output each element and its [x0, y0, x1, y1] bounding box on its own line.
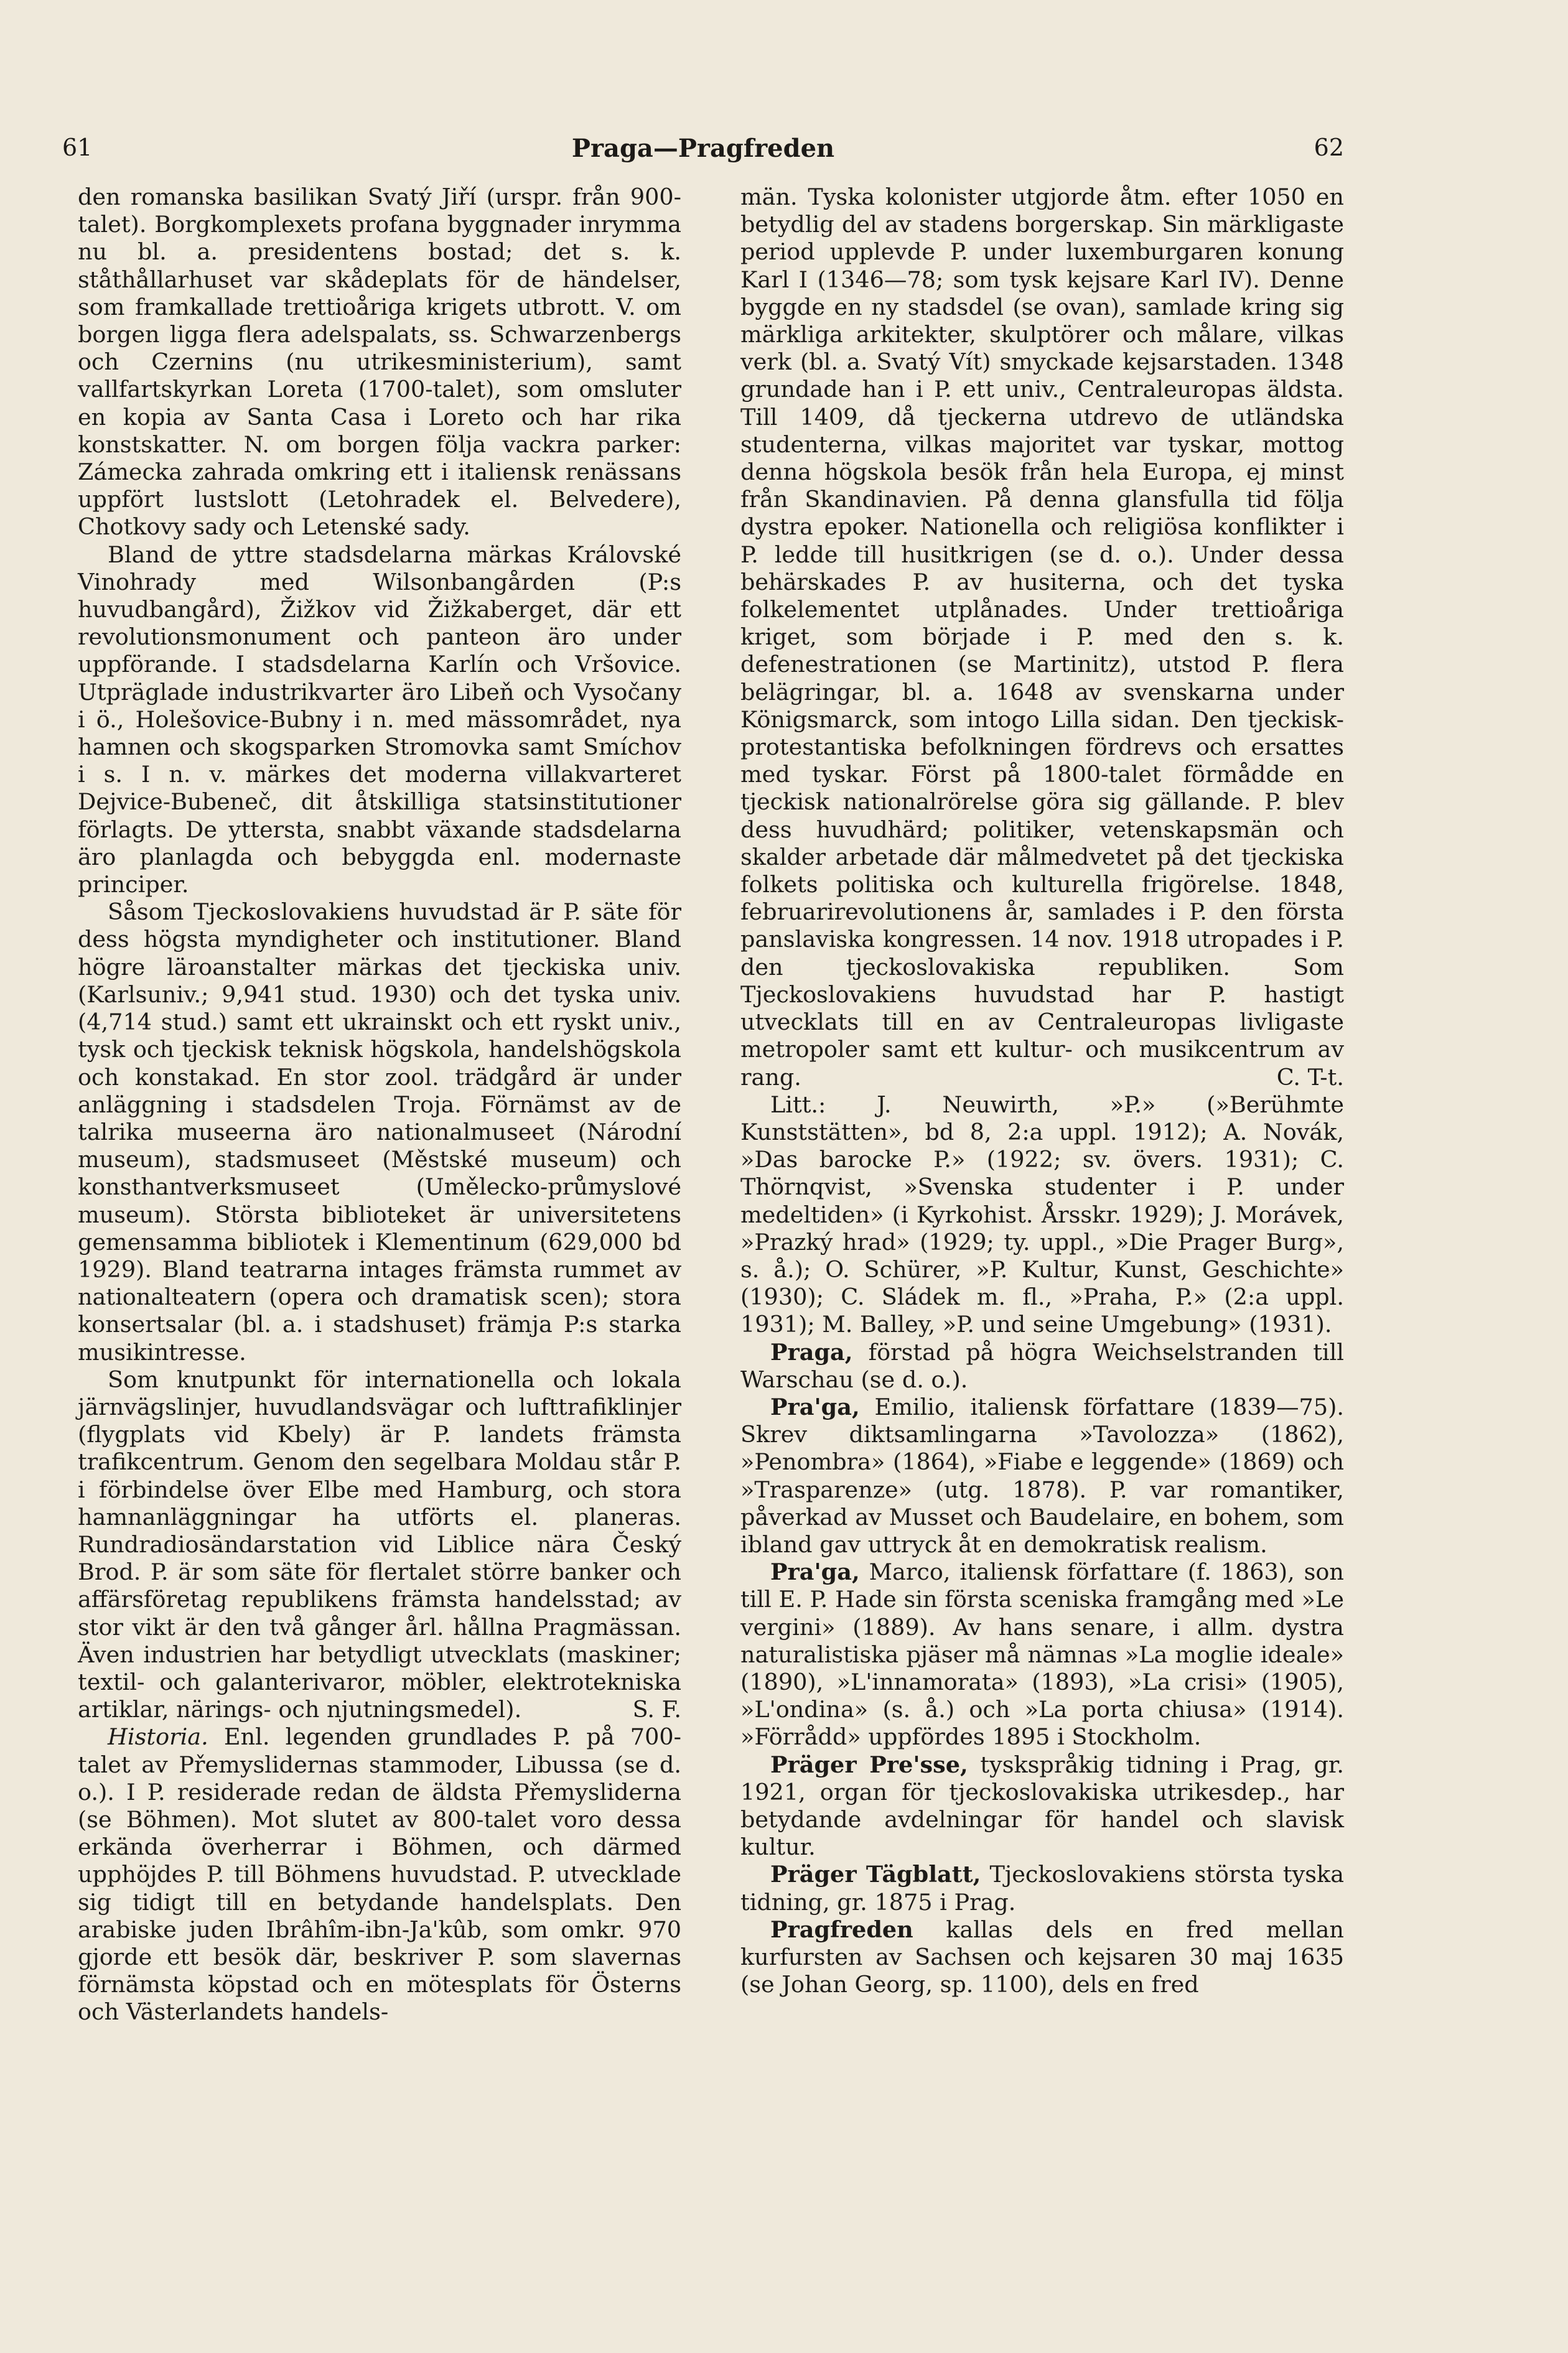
paragraph-text: kallas dels en fred mellan kurfursten av Sachsen och kejsaren 30 maj 1635 (se Johan Georg, sp. 1100), dels en fred: [740, 1916, 1344, 1998]
running-head: [62, 134, 1344, 171]
page-number-right: 62: [1314, 134, 1344, 161]
paragraph-text: tyskspråkig tidning i Prag, gr. 1921, organ för tjeckoslovakiska utrikesdep., har betydande avdelningar för handel och slavisk kultur.: [740, 1751, 1344, 1861]
paragraph-text: Marco, italiensk författare (f. 1863), son till E. P. Hade sin första sceniska framgång med »Le vergini» (1889). Av hans senare, i allm. dystra naturalistiska pjäser må nämnas »La moglie ideale» (1890), »L'innamorata» (1893), »La crisi» (1905), »L'ondina» (s. å.) och »La porta chiusa» (1914). »Förrådd» uppfördes 1895 i Stockholm.: [740, 1559, 1344, 1751]
page-number-left: 61: [62, 134, 93, 161]
entry-headword: Pra'ga,: [770, 1559, 860, 1586]
article-paragraph: [740, 1394, 1344, 1559]
entry-headword: Pragfreden: [770, 1916, 913, 1943]
article-paragraph: [740, 1091, 1344, 1339]
paragraph-text: män. Tyska kolonister utgjorde åtm. efter 1050 en betydlig del av stadens borgerskap. Sin märkligaste period upplevde P. under luxemburgaren konung Karl I (1346—78; som tysk kejsare Karl IV). Denne byggde en ny stadsdel (se ovan), samlade kring sig märkliga arkitekter, skulptörer och målare, vilkas verk (bl. a. Svatý Vít) smyckade kejsarstaden. 1348 grundade han i P. ett univ., Centraleuropas äldsta. Till 1409, då tjeckerna utdrevo de utländska studenterna, vilkas majoritet var tyskar, mottog denna högskola besök från hela Europa, ej minst från Skandinavien. På denna glansfulla tid följa dystra epoker. Nationella och religiösa konflikter i P. ledde till husitkrigen (se d. o.). Under dessa behärskades P. av husiterna, och det tyska folkelementet utplånades. Under trettioåriga kriget, som började i P. med den s. k. defenestrationen (se Martinitz), utstod P. flera belägringar, bl. a. 1648 av svenskarna under Königsmarck, som intogo Lilla sidan. Den tjeckisk-protestantiska befolkningen fördrevs och ersattes med tyskar. Först på 1800-talet förmådde en tjeckisk nationalrörelse göra sig gällande. P. blev dess huvudhärd; politiker, vetenskapsmän och skalder arbetade där målmedvetet på det tjeckiska folkets politiska och kulturella frigörelse. 1848, februarirevolutionens år, samlades i P. den första panslaviska kongressen. 14 nov. 1918 utropades i P. den tjeckoslovakiska republiken. Som Tjeckoslovakiens huvudstad har P. hastigt utvecklats till en av Centraleuropas livligaste metropoler samt ett kultur- och musikcentrum av rang.: [740, 184, 1344, 1091]
entry-headword: Praga,: [770, 1338, 853, 1366]
article-paragraph: [740, 184, 1344, 1091]
entry-headword: Präger Tägblatt,: [770, 1861, 981, 1888]
article-paragraph: [740, 1916, 1344, 1999]
running-title: Praga—Pragfreden: [571, 134, 835, 163]
article-paragraph: [740, 1339, 1344, 1394]
article-paragraph: [740, 1751, 1344, 1861]
paragraph-text: Litt.: J. Neuwirth, »P.» (»Berühmte Kunststätten», bd 8, 2:a uppl. 1912); A. Novák, »Das barocke P.» (1922; sv. övers. 1931); C. Thörnqvist, »Svenska studenter i P. under medeltiden» (i Kyrkohist. Årsskr. 1929); J. Morávek, »Prazký hrad» (1929; ty. uppl., »Die Prager Burg», s. å.); O. Schürer, »P. Kultur, Kunst, Geschichte» (1930); C. Sládek m. fl., »Praha, P.» (2:a uppl. 1931); M. Balley, »P. und seine Umgebung» (1931).: [740, 1091, 1344, 1338]
paragraph-text: Bland de yttre stadsdelarna märkas Královské Vinohrady med Wilsonbangården (P:s huvudbangård), Žižkov vid Žižkaberget, där ett revolutionsmonument och panteon äro under uppförande. I stadsdelarna Karlín och Vršovice. Utpräglade industrikvarter äro Libeň och Vysočany i ö., Holešovice-Bubny i n. med mässområdet, nya hamnen och skogsparken Stromovka samt Smíchov i s. I n. v. märkes det moderna villakvarteret Dejvice-Bubeneč, dit åtskilliga statsinstitutioner förlagts. De yttersta, snabbt växande stadsdelarna äro planlagda och bebyggda enl. modernaste principer.: [78, 541, 681, 898]
paragraph-text: Emilio, italiensk författare (1839—75). Skrev diktsamlingarna »Tavolozza» (1862), »Penombra» (1864), »Fiabe e leggende» (1869) och »Trasparenze» (utg. 1878). P. var romantiker, påverkad av Musset och Baudelaire, en bohem, som ibland gav uttryck åt en demokratisk realism.: [740, 1393, 1344, 1558]
paragraph-text: förstad på högra Weichselstranden till Warschau (se d. o.).: [740, 1338, 1344, 1393]
article-paragraph: [78, 1366, 681, 1724]
entry-headword: Historia.: [108, 1723, 208, 1751]
article-paragraph: [740, 1861, 1344, 1916]
right-column: [740, 184, 1344, 1998]
left-column: [78, 184, 681, 2026]
paragraph-text: Såsom Tjeckoslovakiens huvudstad är P. säte för dess högsta myndigheter och institutioner. Bland högre läroanstalter märkas det tjeckiska univ. (Karlsuniv.; 9,941 stud. 1930) och det tyska univ. (4,714 stud.) samt ett ukrainskt och ett ryskt univ., tysk och tjeckisk teknisk högskola, handelshögskola och konstakad. En stor zool. trädgård är under anläggning i stadsdelen Troja. Förnämst av de talrika museerna äro nationalmuseet (Národní museum), stadsmuseet (Městské museum) och konsthantverksmuseet (Umělecko-průmyslové museum). Största biblioteket är universitetens gemensamma bibliotek i Klementinum (629,000 bd 1929). Bland teatrarna intages främsta rummet av nationalteatern (opera och dramatisk scen); stora konsertsalar (bl. a. i stadshuset) främja P:s starka musikintresse.: [78, 898, 681, 1366]
paragraph-text: Tjeckoslovakiens största tyska tidning, gr. 1875 i Prag.: [740, 1861, 1345, 1916]
article-paragraph: [740, 1559, 1344, 1751]
article-paragraph: [78, 541, 681, 899]
paragraph-text: Enl. legenden grundlades P. på 700-talet av Přemyslidernas stammoder, Libussa (se d. o.). I P. residerade redan de äldsta Přemysliderna (se Böhmen). Mot slutet av 800-talet voro dessa erkända överherrar i Böhmen, och därmed upphöjdes P. till Böhmens huvudstad. P. utvecklade sig tidigt till en betydande handelsplats. Den arabiske juden Ibrâhîm-ibn-Ja'kûb, som omkr. 970 gjorde ett besök där, beskriver P. som slavernas förnämsta köpstad och en mötesplats för Österns och Västerlandets handels-: [78, 1723, 681, 2026]
author-signature: S. F.: [632, 1696, 681, 1723]
entry-headword: Pra'ga,: [770, 1393, 860, 1420]
article-paragraph: [78, 898, 681, 1366]
article-paragraph: [78, 184, 681, 541]
article-paragraph: [78, 1723, 681, 2026]
entry-headword: Präger Pre'sse,: [770, 1751, 968, 1778]
author-signature: C. T-t.: [1276, 1063, 1344, 1091]
paragraph-text: den romanska basilikan Svatý Jiří (urspr. från 900-talet). Borgkomplexets profana byggnader inrymma nu bl. a. presidentens bostad; det s. k. ståthållarhuset var skådeplats för de händelser, som framkallade trettioåriga krigets utbrott. V. om borgen ligga flera adelspalats, ss. Schwarzenbergs och Czernins (nu utrikesministerium), samt vallfartskyrkan Loreta (1700-talet), som omsluter en kopia av Santa Casa i Loreto och har rika konstskatter. N. om borgen följa vackra parker: Zámecka zahrada omkring ett i italiensk renässans uppfört lustslott (Letohradek el. Belvedere), Chotkovy sady och Letenské sady.: [78, 184, 681, 541]
paragraph-text: Som knutpunkt för internationella och lokala järnvägslinjer, huvudlandsvägar och lufttrafiklinjer (flygplats vid Kbely) är P. landets främsta trafikcentrum. Genom den segelbara Moldau står P. i förbindelse över Elbe med Hamburg, och stora hamnanläggningar ha utförts el. planeras. Rundradiosändarstation vid Liblice nära Český Brod. P. är som säte för flertalet större banker och affärsföretag republikens främsta handelsstad; av stor vikt är den två gånger årl. hållna Pragmässan. Även industrien har betydligt utvecklats (maskiner; textil- och galanterivaror, möbler, elektrotekniska artiklar, närings- och njutningsmedel).: [78, 1366, 681, 1723]
